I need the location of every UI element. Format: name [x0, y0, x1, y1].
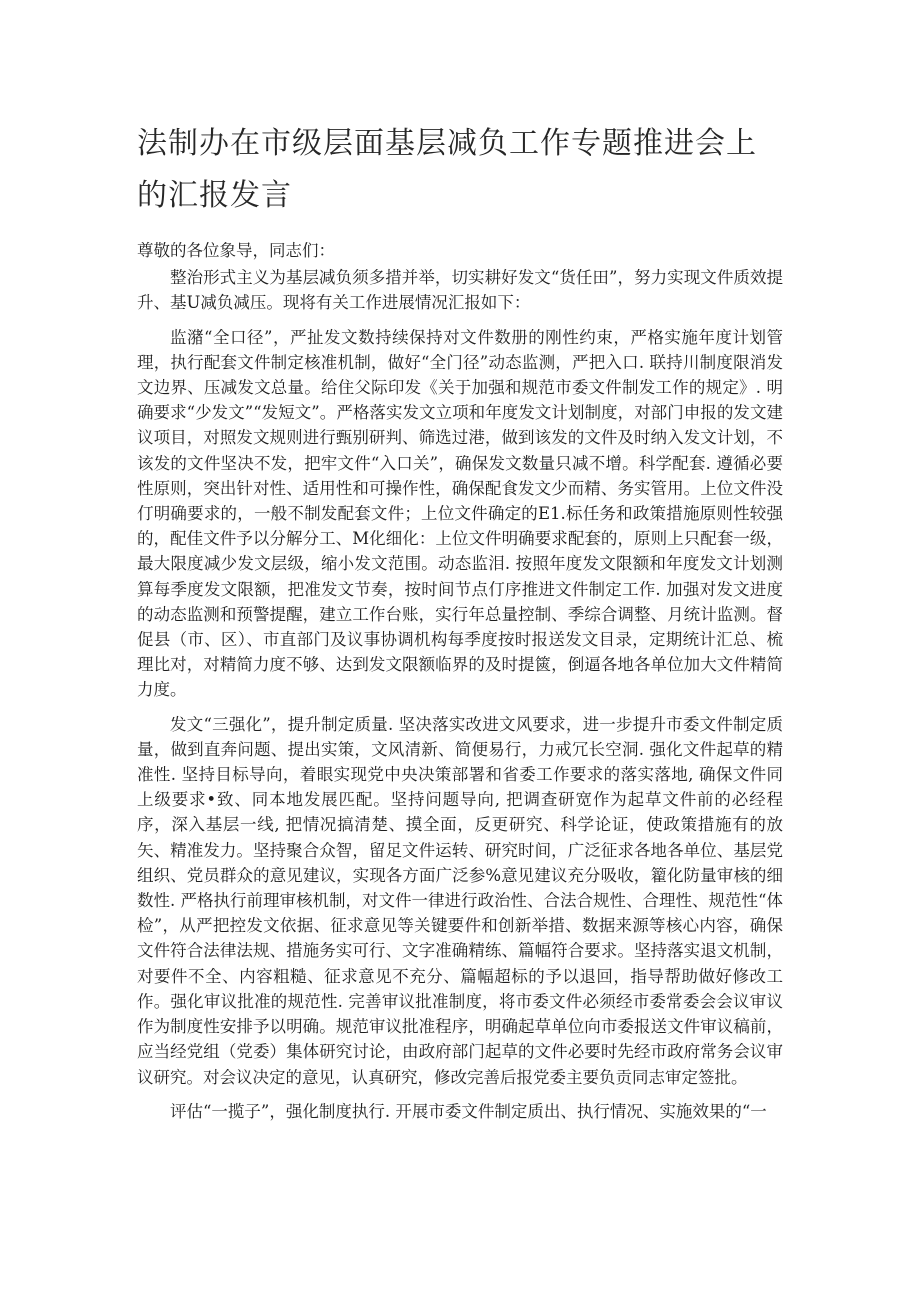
document-title: 法制办在市级层面基层减负工作专题推进会上的汇报发言	[137, 126, 757, 213]
paragraph-improve-quality: 发文“三强化”，提升制定质量. 坚决落实改进文风要求，进一步提升市委文件制定质量，做到直奔问题、提出实策，文风清新、简便易行，力戒冗长空洞. 强化文件起草的精准性. 坚持目标导向，着眼实现党中央决策部署和省委工作要求的落实落地, 确保文件同上级要求•致、同本地发展匹配。坚持问题导向, 把调查研宽作为起草文件前的必经程序，深入基层一线, 把情况搞清楚、摸全面，反更研究、科学论证，使政策措施有的放矢、精准发力。坚持聚合众智，留足文件运转、研究时间，广泛征求各地各单位、基层党组织、党员群众的意见建议，实现各方面广泛参%意见建议充分吸收，籊化防量审核的细数性. 严格执行前理审核机制，对文件一律进行政治性、合法合规性、合理性、规范性“体检”，从严把控发文依据、征求意见等关键要件和创新举措、数据来源等核心内容，确保文件符合法律法规、措施务实可行、文字准确精练、篇幅符合要求。坚持落实退文机制，对要件不全、内容粗糙、征求意见不充分、篇幅超标的予以退回，指导帮助做好修改工作。强化审议批准的规范性. 完善审议批准制度，将市委文件必须经市委常委会会议审议作为制度性安排予以明确。规范审议批准程序，明确起草单位向市委报送文件审议稿前，应当经党组（党委）集体研究讨论，由政府部门起草的文件必要时先经市政府常务会议审议研究。对会议决定的意见，认真研究，修改完善后报党委主要负贡同志审定签批。	[137, 714, 783, 1087]
document-page	[137, 118, 783, 1124]
paragraph-introduction: 整治形式主义为基层减负须多措并举，切实耕好发文“货任田”，努力实现文件质效提升、基U减负减压。现将有关工作进展情况汇报如下：	[137, 268, 783, 313]
paragraph-control-scope: 监潴“全口径”，严扯发文数持续保持对文件数册的刚性约束，严格实施年度计划管理，执行配套文件制定核准机制，做好“全门径”动态监测，严把入口. 联持川制度限消发文边界、压减发文总量。给住父际印发《关于加强和规范市委文件制发工作的规定》. 明确要求“少发文”“发短文”。严格落实发文立项和年度发文计划制度，对部门申报的发文建议项目，对照发文规则进行甄别研判、筛选过港，做到该发的文件及时纳入发文计划，不该发的文件坚决不发，把牢文件“入口关”，确保发文数量只减不增。科学配套. 遵循必要性原则，突出针对性、适用性和可操作性，确保配食发文少而精、务实管用。上位文件没仃明确要求的，一般不制发配套文件；上位文件确定的E1.标任务和政策措施原则性较强的，配佳文件予以分解分工、M化细化：上位文件明确要求配套的，原则上只配套一级，最大限度减少发文层级，缩小发文范围。动态监泪. 按照年度发文限额和年度发文计划测算每季度发文限额，把准发文节奏，按时间节点仃序推进文件制定工作. 加强对发文进度的动态监测和预警提醒，建立工作台账，实行年总量控制、季综合调整、月统计监测。督促县（市、区）、市直部门及议事协调机构每季度按时报送发文目录，定期统计汇总、梳理比对，对精简力度不够、达到发文限额临界的及时提篋，倒逼各地各单位加大文件精简力度。	[137, 327, 783, 700]
document-body	[137, 238, 783, 1124]
paragraph-evaluation: 评估“一揽子”，强化制度执行. 开展市委文件制定质出、执行情况、实施效果的“一	[170, 1101, 767, 1121]
salutation: 尊敬的各位象导，同志们：	[137, 241, 335, 260]
